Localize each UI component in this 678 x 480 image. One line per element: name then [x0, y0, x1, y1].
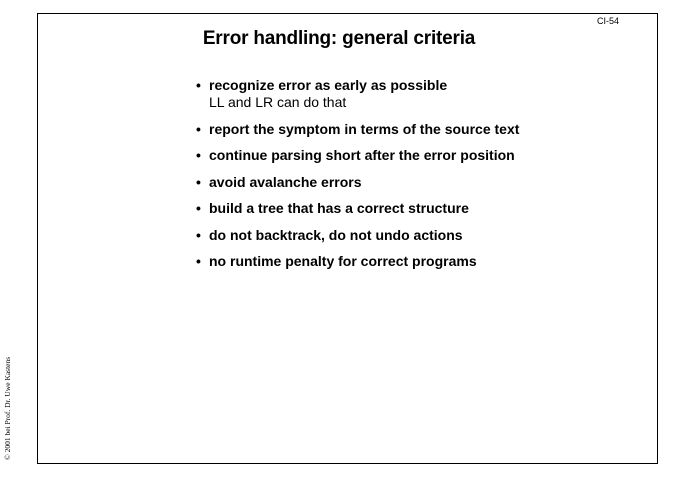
bullet-text: build a tree that has a correct structure [209, 200, 469, 216]
bullet-subtext: LL and LR can do that [209, 94, 347, 110]
bullet-dot-icon: • [196, 226, 201, 243]
bullet-text: report the symptom in terms of the source text [209, 120, 520, 137]
bullet-text: do not backtrack, do not undo actions [209, 226, 463, 243]
bullet-dot-icon: • [196, 147, 201, 163]
bullet-text: recognize error as early as possible [209, 77, 448, 93]
slide-title: Error handling: general criteria [202, 28, 476, 49]
bullet-dot-icon: • [196, 173, 201, 190]
bullet-text: continue parsing short after the error position [209, 147, 515, 163]
bullet-item [194, 227, 519, 244]
bullet-dot-icon: • [196, 200, 201, 216]
slide-id: CI-54 [597, 16, 620, 26]
bullet-item [194, 147, 519, 164]
bullet-text: avoid avalanche errors [209, 173, 362, 190]
bullet-item [194, 174, 519, 191]
bullet-dot-icon: • [196, 77, 201, 93]
bullet-item [194, 121, 519, 138]
bullet-dot-icon: • [196, 120, 201, 137]
bullet-item [194, 77, 519, 111]
bullet-text: no runtime penalty for correct programs [209, 253, 477, 269]
bullet-list [194, 77, 519, 280]
bullet-dot-icon: • [196, 253, 201, 269]
bullet-item [194, 253, 519, 270]
copyright-notice: © 2001 bei Prof. Dr. Uwe Kastens [3, 356, 12, 460]
bullet-item [194, 200, 519, 217]
